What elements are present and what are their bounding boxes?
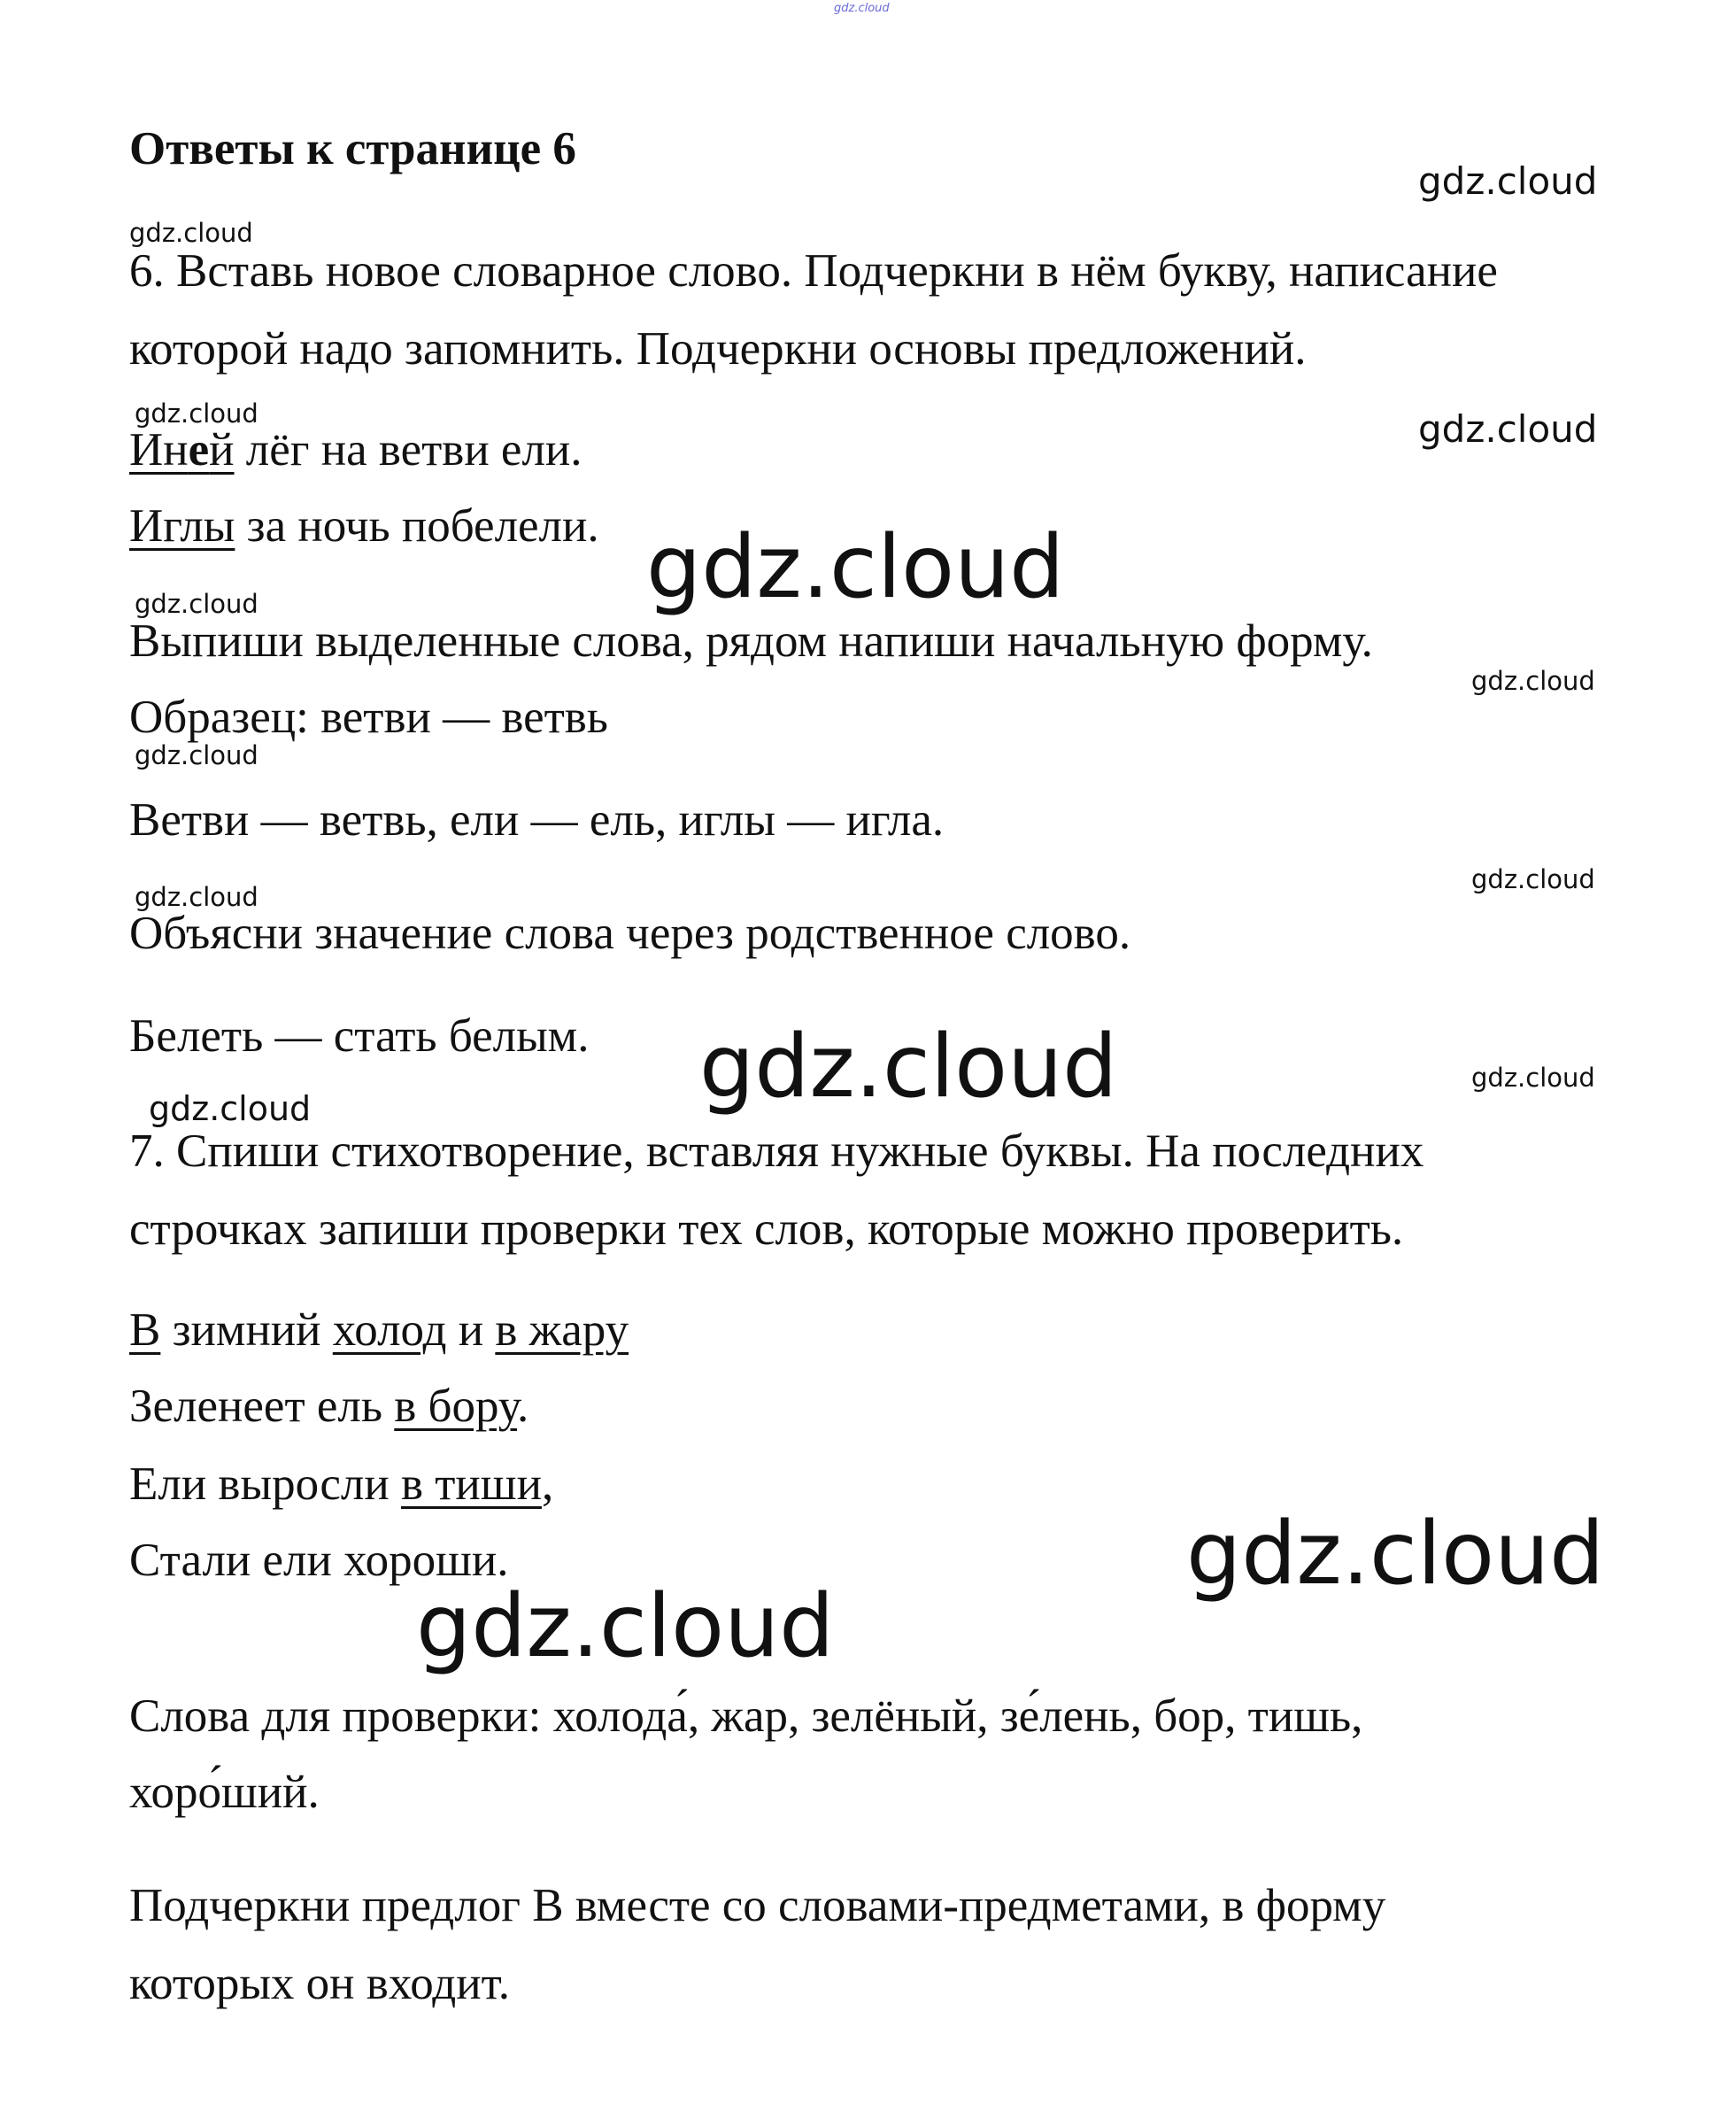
watermark: gdz.cloud: [135, 398, 258, 429]
poem-line-4: Стали ели хороши.: [129, 1535, 509, 1586]
watermark: gdz.cloud: [135, 882, 258, 912]
watermark: gdz.cloud: [149, 1089, 312, 1128]
underlined-subject-igly: Иглы: [129, 500, 235, 552]
task7-line2: строчках запиши проверки тех слов, которые можно проверить.: [129, 1203, 1404, 1255]
final-line1: Подчеркни предлог В вместе со словами-предметами, в форму: [129, 1880, 1386, 1931]
watermark: gdz.cloud: [1418, 159, 1598, 203]
watermark: gdz.cloud: [135, 740, 258, 770]
sentence-2: Иглы за ночь побелели.: [129, 500, 599, 552]
watermark: gdz.cloud: [1471, 666, 1595, 696]
answer: Ветви — ветвь, ели — ель, иглы — игла.: [129, 794, 945, 846]
watermark-large: gdz.cloud: [646, 517, 1065, 618]
highlight-letter: е: [188, 424, 210, 476]
explain-answer: Белеть — стать белым.: [129, 1010, 590, 1062]
explain-instruction: Объясни значение слова через родственное слово.: [129, 908, 1131, 959]
watermark-large: gdz.cloud: [416, 1576, 835, 1677]
task6-line1: 6. Вставь новое словарное слово. Подчеркни в нём букву, написание: [129, 245, 1498, 297]
watermark: gdz.cloud: [129, 218, 253, 248]
final-line2: которых он входит.: [129, 1958, 511, 2009]
watermark: gdz.cloud: [135, 589, 258, 619]
instruction: Выпиши выделенные слова, рядом напиши начальную форму.: [129, 615, 1373, 667]
task7-line1: 7. Спиши стихотворение, вставляя нужные буквы. На последних: [129, 1125, 1424, 1177]
example: Образец: ветви — ветвь: [129, 692, 608, 743]
watermark: gdz.cloud: [1418, 407, 1598, 451]
watermark-top: gdz.cloud: [834, 2, 890, 15]
watermark-large: gdz.cloud: [1186, 1504, 1605, 1605]
poem-line-3: Ели выросли в тиши,: [129, 1458, 554, 1510]
task6-line2: которой надо запомнить. Подчеркни основы предложений.: [129, 323, 1307, 375]
watermark-large: gdz.cloud: [699, 1017, 1118, 1118]
poem-line-2: Зеленеет ель в бору.: [129, 1381, 529, 1432]
page-title: Ответы к странице 6: [129, 123, 576, 174]
sentence-1: Иней лёг на ветви ели.: [129, 424, 583, 476]
watermark: gdz.cloud: [1471, 864, 1595, 894]
check-words-line1: Слова для проверки: холода́, жар, зелёный, зе́лень, бор, тишь,: [129, 1690, 1363, 1742]
underlined-subject-ineĭ: Иней: [129, 424, 235, 476]
poem-line-1: В зимний холод и в жару: [129, 1304, 629, 1356]
check-words-line2: хоро́ший.: [129, 1767, 320, 1818]
watermark: gdz.cloud: [1471, 1063, 1595, 1093]
